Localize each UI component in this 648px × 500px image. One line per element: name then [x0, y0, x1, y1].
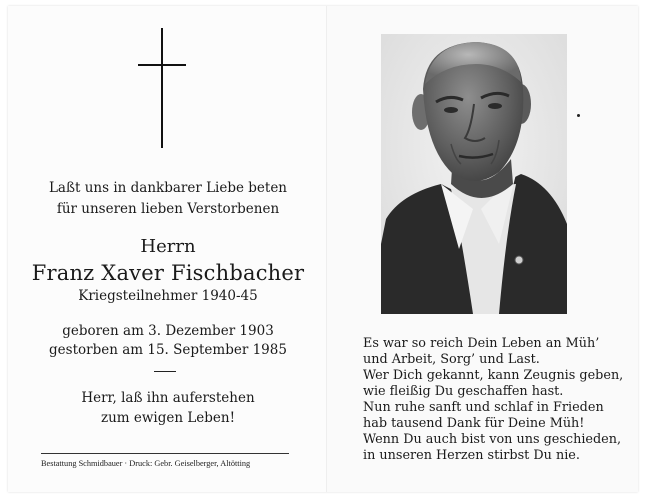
cross-vertical [161, 28, 163, 148]
salutation: Herrn [140, 236, 196, 257]
footer-divider [41, 453, 289, 454]
memorial-poem [363, 336, 623, 464]
deceased-name: Franz Xaver Fischbacher [31, 261, 305, 285]
separator-dash [154, 371, 176, 372]
poem-line: und Arbeit, Sorg’ und Last. [363, 352, 540, 367]
closing-prayer [18, 388, 318, 428]
poem-line: Wenn Du auch bist von uns geschieden, [363, 432, 622, 447]
death-date: gestorben am 15. September 1985 [49, 342, 287, 358]
memorial-card [8, 6, 638, 492]
footer-imprint: Bestattung Schmidbauer · Druck: Gebr. Geiselberger, Altötting [41, 459, 251, 468]
closing-line: zum ewigen Leben! [100, 410, 236, 426]
paper-speck [577, 114, 580, 117]
poem-line: Es war so reich Dein Leben an Müh’ [363, 336, 600, 351]
poem-line: in unseren Herzen stirbst Du nie. [363, 448, 580, 463]
portrait-illustration [381, 34, 567, 314]
poem-line: Wer Dich gekannt, kann Zeugnis geben, [363, 368, 624, 383]
life-dates [18, 322, 318, 360]
cross-horizontal [138, 64, 186, 66]
closing-line: Herr, laß ihn auferstehen [81, 390, 255, 406]
card-fold [326, 6, 327, 492]
prayer-line: für unseren lieben Verstorbenen [56, 201, 280, 217]
poem-line: wie fleißig Du geschaffen hast. [363, 384, 564, 399]
deceased-title: Kriegsteilnehmer 1940-45 [78, 288, 258, 304]
birth-date: geboren am 3. Dezember 1903 [62, 323, 274, 339]
portrait-photo [381, 34, 567, 314]
prayer-line: Laßt uns in dankbarer Liebe beten [48, 180, 288, 196]
poem-line: hab tausend Dank für Deine Müh! [363, 416, 585, 431]
poem-line: Nun ruhe sanft und schlaf in Frieden [363, 400, 604, 415]
prayer-text [18, 178, 318, 220]
